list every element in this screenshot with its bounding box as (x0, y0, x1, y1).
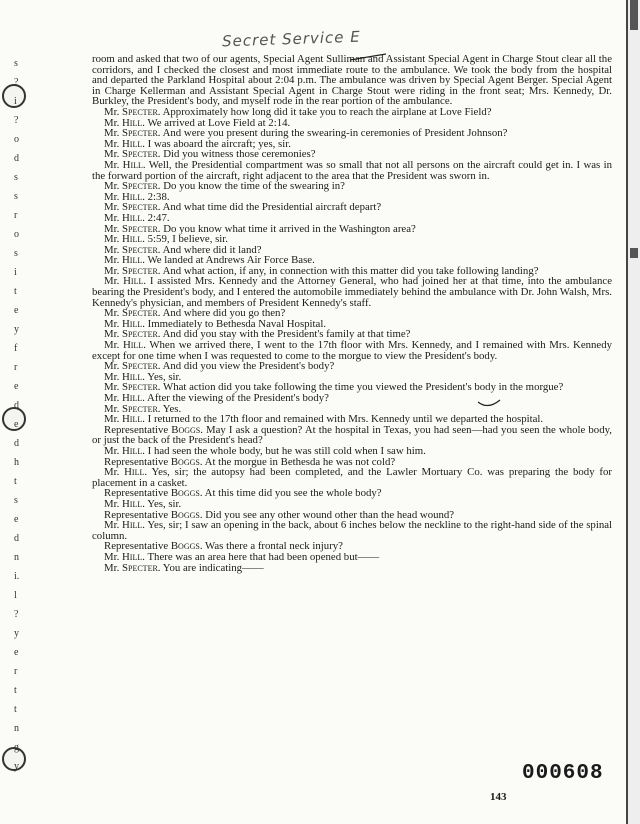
speaker-name: Boggs (170, 508, 200, 521)
paragraph-text: Mr. (104, 264, 122, 277)
paragraph-text: Representative (104, 540, 171, 553)
paragraph-text: Representative (104, 508, 171, 521)
paragraph-text: room and asked that two of our agents, Special Agent Sulliman and Assistant Special Agent in Charge Stout clear all the corridors, and I checked the closest and most immediate route to the ambulance. We took the body from the hospital and departed the Parkland Hospital about 2:04 p.m. The ambulance was driven by Special Agent Berger. Special Agent in Charge Kellerman and Assistant Special Agent in Charge Stout were riding in the front seat; Mrs. Kennedy, Dr. Burkley, the President's body, and myself rode in the rear portion of the ambulance. (92, 53, 612, 108)
speaker-name: Hill (122, 392, 143, 404)
margin-char: d (14, 438, 19, 449)
speaker-name: Specter (122, 360, 158, 373)
right-edge-strip (626, 0, 640, 824)
speaker-name: Hill (122, 233, 143, 246)
speaker-name: Specter (122, 201, 158, 214)
margin-char: t (14, 704, 17, 715)
margin-char: r (14, 362, 18, 373)
speaker-name: Specter (122, 402, 158, 415)
speaker-name: Specter (122, 105, 158, 118)
paragraph-text: Mr. (104, 222, 122, 235)
margin-char: y (14, 628, 19, 639)
paragraph-text: . And did you view the President's body? (157, 360, 335, 373)
paragraph-text: Mr. (104, 275, 124, 288)
margin-char: i (14, 96, 17, 107)
paragraph-text: . Do you know what time it arrived in the Washington area? (157, 222, 416, 235)
margin-char: f (14, 343, 18, 354)
margin-char: y (14, 324, 19, 335)
paragraph-text: Representative (104, 487, 171, 500)
paragraph-text: Mr. (104, 497, 122, 510)
testimony-paragraph (92, 276, 612, 308)
speaker-name: Hill (122, 116, 143, 129)
paragraph-text: Mr. (104, 466, 125, 479)
margin-char: s (14, 495, 18, 506)
paragraph-text: . Did you witness those ceremonies? (157, 148, 316, 161)
margin-char: o (14, 134, 19, 145)
speaker-name: Specter (122, 307, 158, 320)
document-number: 000608 (522, 762, 604, 785)
edge-mark (630, 0, 638, 30)
margin-char: y (14, 761, 19, 772)
paragraph-text: . At the morgue in Bethesda he was not cold? (199, 455, 396, 468)
margin-char: r (14, 210, 18, 221)
paragraph-text: . May I ask a question? At the hospital in Texas, you had seen—had you seen the whole body, or just the back of the President's head? (92, 423, 612, 447)
paragraph-text: . And what time did the Presidential aircraft depart? (157, 201, 382, 214)
paragraph-text: Representative (104, 455, 171, 468)
page-number: 143 (490, 791, 507, 803)
edge-mark (630, 248, 638, 258)
paragraph-text: Mr. (104, 307, 122, 320)
speaker-name: Boggs (170, 540, 200, 553)
paragraph-text: . 2:38. (142, 190, 170, 203)
paragraph-text: Mr. (104, 116, 122, 129)
margin-char: s (14, 248, 18, 259)
margin-char: n (14, 552, 19, 563)
testimony-paragraph (92, 160, 612, 181)
speaker-name: Specter (122, 222, 158, 235)
paragraph-text: . Did you see any other wound other than the head wound? (199, 508, 455, 521)
margin-char: t (14, 286, 17, 297)
paragraph-text: . I assisted Mrs. Kennedy and the Attorney General, who had joined her at that time, into the ambulance bearing the President's body, and I entered the automobile immediately behind the ambulance with Dr. John Walsh, Mrs. Kennedy's physician, and members of President Kennedy's staff. (92, 275, 613, 309)
speaker-name: Boggs (171, 423, 201, 436)
paragraph-text: Mr. (104, 444, 122, 457)
speaker-name: Hill (122, 158, 143, 171)
paragraph-text: Mr. (104, 254, 122, 267)
paragraph-text: Mr. (104, 550, 122, 563)
paragraph-text: Mr. (104, 127, 122, 140)
speaker-name: Hill (122, 550, 143, 563)
margin-char: d (14, 533, 19, 544)
paragraph-text: Representative (104, 423, 172, 436)
speaker-name: Specter (122, 127, 158, 140)
paragraph-text: . We landed at Andrews Air Force Base. (142, 254, 315, 267)
paragraph-text: . There was an area here that had been opened but—— (142, 550, 380, 563)
speaker-name: Hill (122, 190, 143, 203)
speaker-name: Specter (122, 264, 158, 277)
margin-char: i (14, 267, 17, 278)
speaker-name: Boggs (170, 487, 200, 500)
paragraph-text: . What action did you take following the time you viewed the President's body in the morgue? (157, 381, 564, 394)
paragraph-text: . Approximately how long did it take you to reach the airplane at Love Field? (157, 105, 492, 118)
margin-char: d (14, 153, 19, 164)
paragraph-text: . You are indicating—— (157, 561, 264, 574)
margin-char: t (14, 685, 17, 696)
margin-char: s (14, 172, 18, 183)
paragraph-text: Mr. (104, 105, 122, 118)
margin-char: n (14, 723, 19, 734)
paragraph-text: Mr. (104, 317, 122, 330)
paragraph-text: Mr. (104, 190, 122, 203)
paragraph-text: Mr. (104, 392, 122, 404)
speaker-name: Hill (123, 275, 144, 288)
speaker-name: Specter (122, 381, 158, 394)
paragraph-text: Mr. (104, 381, 122, 394)
speaker-name: Hill (122, 519, 143, 532)
speaker-name: Specter (122, 243, 158, 256)
margin-char: s (14, 191, 18, 202)
paragraph-text: . I returned to the 17th floor and remained with Mrs. Kennedy until we departed the hospital. (142, 413, 544, 426)
paragraph-text: . I was aboard the aircraft; yes, sir. (142, 137, 291, 150)
paragraph-text: Mr. (104, 360, 122, 373)
speaker-name: Boggs (170, 455, 200, 468)
paragraph-text: . At this time did you see the whole body? (199, 487, 382, 500)
left-margin (0, 0, 40, 824)
paragraph-text: . And what action, if any, in connection with this matter did you take following landing? (157, 264, 539, 277)
testimony-paragraph (92, 202, 612, 213)
margin-char: e (14, 381, 19, 392)
speaker-name: Hill (122, 444, 143, 457)
paragraph-text: . And where did it land? (157, 243, 262, 256)
paragraph-text: . Yes, sir; the autopsy had been completed, and the Lawler Mortuary Co. was preparing the body for placement in a casket. (92, 466, 612, 489)
testimony-paragraph (92, 467, 612, 488)
paragraph-text: Mr. (104, 402, 122, 415)
paragraph-text: . Yes, sir; I saw an opening in the back, about 6 inches below the neckline to the right-hand side of the spinal column. (92, 519, 613, 542)
paragraph-text: . Do you know the time of the swearing in? (157, 180, 345, 193)
margin-char: ? (14, 115, 19, 126)
speaker-name: Hill (122, 497, 143, 510)
paragraph-text: . Immediately to Bethesda Naval Hospital. (142, 317, 327, 330)
testimony-paragraph (92, 340, 612, 361)
margin-char: ? (14, 609, 19, 620)
speaker-name: Hill (124, 466, 145, 479)
speaker-name: Specter (122, 180, 158, 193)
paragraph-text: . Was there a frontal neck injury? (199, 540, 343, 553)
paragraph-text: . 2:47. (142, 211, 170, 224)
speaker-name: Specter (122, 148, 158, 161)
margin-char: g (14, 742, 19, 753)
speaker-name: Hill (122, 339, 144, 352)
paragraph-text: Mr. (104, 211, 122, 224)
paragraph-text: Mr. (104, 233, 122, 246)
testimony-paragraph (92, 425, 612, 446)
paragraph-text: . And were you present during the swearing-in ceremonies of President Johnson? (157, 127, 508, 140)
margin-char: i. (14, 571, 20, 582)
speaker-name: Specter (122, 561, 158, 574)
testimony-text (92, 54, 612, 573)
paragraph-text: . When we arrived there, I went to the 17th floor with Mrs. Kennedy, and I remained with Mrs. Kennedy except for one time when I was requested to come to the morgue to view the President's body. (92, 339, 613, 362)
paragraph-text: . Well, the Presidential compartment was so small that not all persons on the aircraft could get in. I was in the forward portion of the aircraft, right adjacent to the area that the President was sworn in. (92, 158, 612, 182)
paragraph-text: . I had seen the whole body, but he was still cold when I saw him. (142, 444, 426, 457)
testimony-paragraph (92, 520, 612, 541)
paragraph-text: Mr. (104, 519, 123, 532)
paragraph-text: Mr. (104, 243, 122, 256)
margin-char: ? (14, 77, 19, 88)
testimony-paragraph (92, 563, 612, 574)
paragraph-text: . And did you stay with the President's family at that time? (157, 328, 411, 341)
margin-char: e (14, 647, 19, 658)
margin-char: d (14, 400, 19, 411)
paragraph-text: Mr. (104, 148, 122, 161)
margin-char: e (14, 419, 19, 430)
testimony-paragraph (92, 181, 612, 192)
paragraph-text: Mr. (104, 328, 122, 341)
paragraph-text: Mr. (104, 158, 123, 171)
paragraph-text: Mr. (104, 137, 122, 150)
margin-char: o (14, 229, 19, 240)
testimony-paragraph (92, 54, 612, 107)
paragraph-text: . After the viewing of the President's body? (142, 392, 329, 404)
margin-char: h (14, 457, 19, 468)
paragraph-text: . And where did you go then? (157, 307, 286, 320)
paragraph-text: . Yes, sir. (142, 497, 182, 510)
paragraph-text: Mr. (104, 561, 122, 574)
margin-char: l (14, 590, 17, 601)
margin-char: r (14, 666, 18, 677)
margin-char: t (14, 476, 17, 487)
paragraph-text: . We arrived at Love Field at 2:14. (142, 116, 291, 129)
speaker-name: Hill (122, 211, 143, 224)
handwritten-annotation: Secret Service E (221, 27, 362, 51)
speaker-name: Hill (122, 413, 143, 426)
speaker-name: Hill (122, 370, 143, 383)
margin-char: s (14, 58, 18, 69)
speaker-name: Specter (122, 328, 158, 341)
speaker-name: Hill (122, 317, 143, 330)
paragraph-text: Mr. (104, 370, 122, 383)
margin-char: e (14, 514, 19, 525)
speaker-name: Hill (122, 137, 143, 150)
paragraph-text: Mr. (104, 201, 122, 214)
paragraph-text: . Yes. (157, 402, 182, 415)
speaker-name: Hill (122, 254, 143, 267)
paragraph-text: Mr. (104, 413, 122, 426)
paragraph-text: . 5:59, I believe, sir. (142, 233, 229, 246)
paragraph-text: . Yes, sir. (142, 370, 182, 383)
margin-char: e (14, 305, 19, 316)
paragraph-text: Mr. (104, 180, 122, 193)
paragraph-text: Mr. (104, 339, 123, 352)
